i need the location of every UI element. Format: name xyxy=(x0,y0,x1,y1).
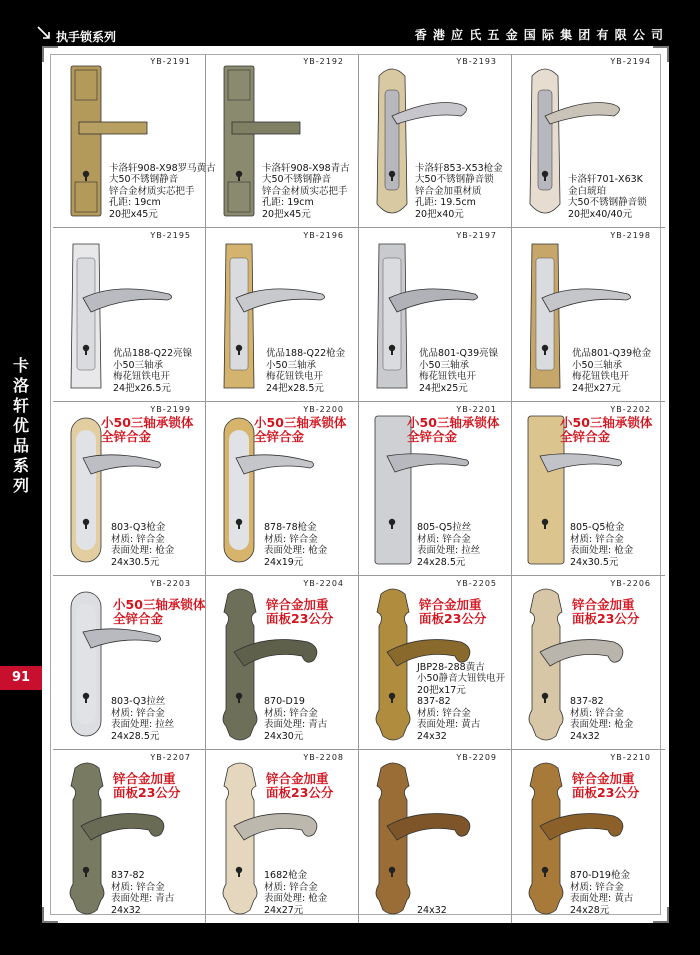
description-line: 孔距: 19.5cm xyxy=(415,197,476,208)
description-line: 表面处理: 枪金 xyxy=(264,545,328,556)
description-line: 卡洛轩908-X98青古 xyxy=(262,162,350,174)
description-line: 24把x27元 xyxy=(572,382,621,394)
description-line: 24x27元 xyxy=(264,904,304,916)
description-line: 优品188-Q22枪金 xyxy=(266,348,346,359)
description-line: 小50三轴承 xyxy=(419,359,470,371)
description-line: 锌合金加重材质 xyxy=(415,185,482,197)
description-line: 20把x40/40元 xyxy=(568,208,633,220)
description-line: 表面处理: 拉丝 xyxy=(417,545,481,556)
feature-callout-line: 面板23公分 xyxy=(419,611,487,626)
description-line: 优品801-Q39枪金 xyxy=(572,348,652,359)
product-card xyxy=(359,228,512,402)
description-line: 优品188-Q22亮镍 xyxy=(113,348,193,359)
feature-callout-line: 锌合金加重 xyxy=(572,597,635,612)
description-line: 小50静音大钮铁电开 xyxy=(417,673,506,684)
description-line: 材质: 锌合金 xyxy=(417,533,471,545)
description-line: JBP28-288黄古 xyxy=(417,661,485,673)
description-line: 大50不锈钢静音 xyxy=(109,174,179,185)
description-line: 803-Q3枪金 xyxy=(111,522,166,533)
description-line: 大50不锈钢静音锁 xyxy=(415,174,494,185)
product-card xyxy=(53,750,206,924)
feature-callout-line: 小50三轴承锁体 xyxy=(254,415,347,430)
product-card xyxy=(206,54,359,228)
product-card xyxy=(53,54,216,228)
product-code: YB-2199 xyxy=(150,405,191,414)
description-line: 20把x17元 xyxy=(417,684,466,696)
product-description xyxy=(570,870,633,916)
description-line: 24x30.5元 xyxy=(570,556,619,568)
description-line: 卡洛轩908-X98罗马黄古 xyxy=(109,162,216,174)
description-line: 材质: 锌合金 xyxy=(111,881,165,893)
section-title: 执手锁系列 xyxy=(56,30,117,44)
feature-callout xyxy=(266,772,333,800)
product-description xyxy=(111,696,174,742)
product-description xyxy=(419,348,498,394)
product-code: YB-2197 xyxy=(456,231,497,240)
product-code: YB-2200 xyxy=(303,405,344,414)
description-line: 24x28.5元 xyxy=(417,556,466,568)
product-description xyxy=(570,522,633,568)
description-line: 梅花钮铁电开 xyxy=(266,371,324,382)
description-line: 805-Q5拉丝 xyxy=(417,522,472,533)
feature-callout xyxy=(101,416,193,444)
description-line: 24x32 xyxy=(570,730,600,742)
product-description xyxy=(570,696,633,742)
description-line: 梅花钮铁电开 xyxy=(419,371,477,382)
product-code: YB-2204 xyxy=(303,579,344,588)
product-card xyxy=(512,402,665,576)
product-card xyxy=(359,576,512,750)
description-line: 表面处理: 枪金 xyxy=(264,893,328,904)
feature-callout xyxy=(407,416,499,444)
product-description xyxy=(417,522,480,568)
feature-callout xyxy=(560,416,652,444)
product-code: YB-2191 xyxy=(150,57,191,66)
description-line: 卡洛轩701-X63K xyxy=(568,174,643,185)
description-line: 24x32 xyxy=(111,904,141,916)
product-card xyxy=(359,54,512,228)
description-line: 24把x26.5元 xyxy=(113,382,171,394)
feature-callout-line: 全锌合金 xyxy=(560,429,611,444)
description-line: 870-D19枪金 xyxy=(570,870,630,881)
description-line: 24x32 xyxy=(417,904,447,916)
description-line: 表面处理: 枪金 xyxy=(111,545,175,556)
product-code: YB-2193 xyxy=(456,57,497,66)
product-description xyxy=(111,870,174,916)
product-description xyxy=(264,696,327,742)
description-line: 870-D19 xyxy=(264,696,305,707)
feature-callout-line: 锌合金加重 xyxy=(419,597,482,612)
description-line: 金白琥珀 xyxy=(568,185,607,197)
description-line: 20把x45元 xyxy=(109,208,158,220)
feature-callout-line: 小50三轴承锁体 xyxy=(113,597,206,612)
description-line: 24x28元 xyxy=(570,904,610,916)
product-code: YB-2195 xyxy=(150,231,191,240)
description-line: 大50不锈钢静音 xyxy=(262,174,332,185)
product-description xyxy=(113,348,192,394)
door-handle-image xyxy=(363,760,513,920)
description-line: 837-82 xyxy=(417,696,451,707)
feature-callout-line: 全锌合金 xyxy=(407,429,458,444)
description-line: 孔距: 19cm xyxy=(109,197,161,208)
description-line: 1682枪金 xyxy=(264,870,308,881)
description-line: 材质: 锌合金 xyxy=(570,881,624,893)
description-line: 表面处理: 青古 xyxy=(111,893,175,904)
product-code: YB-2207 xyxy=(150,753,191,762)
description-line: 805-Q5枪金 xyxy=(570,522,625,533)
description-line: 表面处理: 黄古 xyxy=(570,893,634,904)
feature-callout xyxy=(419,598,486,626)
series-title: 卡洛轩 优品系列 xyxy=(12,356,29,495)
product-description xyxy=(417,662,505,743)
page-number: 91 xyxy=(0,666,42,690)
feature-callout-line: 面板23公分 xyxy=(113,785,181,800)
description-line: 材质: 锌合金 xyxy=(264,533,318,545)
description-line: 材质: 锌合金 xyxy=(111,707,165,719)
product-description xyxy=(415,163,503,221)
feature-callout-line: 锌合金加重 xyxy=(266,597,329,612)
description-line: 材质: 锌合金 xyxy=(264,881,318,893)
description-line: 24x30元 xyxy=(264,730,304,742)
arrow-icon xyxy=(36,25,52,41)
product-card xyxy=(512,228,665,402)
description-line: 锌合金材质实芯把手 xyxy=(262,185,348,197)
feature-callout-line: 锌合金加重 xyxy=(113,771,176,786)
product-description xyxy=(572,348,651,394)
feature-callout-line: 面板23公分 xyxy=(572,611,640,626)
product-code: YB-2198 xyxy=(610,231,651,240)
feature-callout-line: 全锌合金 xyxy=(254,429,305,444)
feature-callout-line: 小50三轴承锁体 xyxy=(407,415,500,430)
footer-bar xyxy=(0,923,700,955)
description-line: 837-82 xyxy=(111,870,145,881)
product-card xyxy=(53,228,206,402)
product-card xyxy=(359,402,512,576)
description-line: 24x30.5元 xyxy=(111,556,160,568)
feature-callout-line: 全锌合金 xyxy=(101,429,152,444)
description-line: 表面处理: 青古 xyxy=(264,719,328,730)
header-bar xyxy=(0,0,700,46)
feature-callout xyxy=(572,772,639,800)
description-line: 24把x25元 xyxy=(419,382,468,394)
description-line: 材质: 锌合金 xyxy=(417,707,471,719)
description-line: 小50三轴承 xyxy=(266,359,317,371)
feature-callout-line: 锌合金加重 xyxy=(572,771,635,786)
product-code: YB-2192 xyxy=(303,57,344,66)
feature-callout-line: 面板23公分 xyxy=(572,785,640,800)
description-line: 24x32 xyxy=(417,730,447,742)
product-description xyxy=(264,870,327,916)
product-code: YB-2203 xyxy=(150,579,191,588)
feature-callout-line: 全锌合金 xyxy=(113,611,164,626)
feature-callout-line: 小50三轴承锁体 xyxy=(560,415,653,430)
description-line: 材质: 锌合金 xyxy=(570,533,624,545)
product-card xyxy=(53,402,206,576)
product-card xyxy=(206,750,359,924)
product-card xyxy=(53,576,206,750)
description-line: 20把x45元 xyxy=(262,208,311,220)
description-line: 锌合金材质实芯把手 xyxy=(109,185,195,197)
product-code: YB-2196 xyxy=(303,231,344,240)
product-card xyxy=(359,750,512,924)
product-card xyxy=(512,54,665,228)
product-description xyxy=(417,905,447,917)
product-code: YB-2209 xyxy=(456,753,497,762)
description-line: 837-82 xyxy=(570,696,604,707)
description-line: 小50三轴承 xyxy=(572,359,623,371)
description-line: 878-78枪金 xyxy=(264,522,317,533)
feature-callout xyxy=(572,598,639,626)
product-code: YB-2201 xyxy=(456,405,497,414)
description-line: 材质: 锌合金 xyxy=(264,707,318,719)
description-line: 梅花钮铁电开 xyxy=(572,371,630,382)
product-description xyxy=(266,348,345,394)
product-card xyxy=(512,750,665,924)
product-card xyxy=(206,402,359,576)
company-name: 香 港 应 氏 五 金 国 际 集 团 有 限 公 司 xyxy=(414,28,664,42)
product-card xyxy=(206,228,359,402)
product-description xyxy=(111,522,174,568)
description-line: 孔距: 19cm xyxy=(262,197,314,208)
description-line: 卡洛轩853-X53枪金 xyxy=(415,162,503,174)
description-line: 小50三轴承 xyxy=(113,359,164,371)
product-card xyxy=(512,576,665,750)
feature-callout-line: 面板23公分 xyxy=(266,611,334,626)
feature-callout-line: 小50三轴承锁体 xyxy=(101,415,194,430)
feature-callout xyxy=(113,772,180,800)
description-line: 24x19元 xyxy=(264,556,304,568)
feature-callout xyxy=(266,598,333,626)
description-line: 20把x40元 xyxy=(415,208,464,220)
product-card xyxy=(206,576,359,750)
product-code: YB-2208 xyxy=(303,753,344,762)
feature-callout-line: 锌合金加重 xyxy=(266,771,329,786)
description-line: 材质: 锌合金 xyxy=(570,707,624,719)
product-description xyxy=(264,522,327,568)
description-line: 大50不锈钢静音锁 xyxy=(568,197,647,208)
feature-callout xyxy=(254,416,346,444)
feature-callout xyxy=(113,598,205,626)
product-code: YB-2210 xyxy=(610,753,651,762)
description-line: 24x28.5元 xyxy=(111,730,160,742)
description-line: 表面处理: 枪金 xyxy=(570,719,634,730)
description-line: 24把x28.5元 xyxy=(266,382,324,394)
product-code: YB-2206 xyxy=(610,579,651,588)
description-line: 优品801-Q39亮镍 xyxy=(419,348,499,359)
description-line: 表面处理: 拉丝 xyxy=(111,719,175,730)
catalog-panel xyxy=(42,46,669,923)
product-code: YB-2194 xyxy=(610,57,651,66)
product-description xyxy=(262,163,350,221)
description-line: 803-Q3拉丝 xyxy=(111,696,166,707)
product-code: YB-2202 xyxy=(610,405,651,414)
description-line: 梅花钮铁电开 xyxy=(113,371,171,382)
feature-callout-line: 面板23公分 xyxy=(266,785,334,800)
description-line: 表面处理: 枪金 xyxy=(570,545,634,556)
description-line: 表面处理: 黄古 xyxy=(417,719,481,730)
product-description xyxy=(109,163,216,221)
description-line: 材质: 锌合金 xyxy=(111,533,165,545)
product-code: YB-2205 xyxy=(456,579,497,588)
product-description xyxy=(568,174,647,220)
